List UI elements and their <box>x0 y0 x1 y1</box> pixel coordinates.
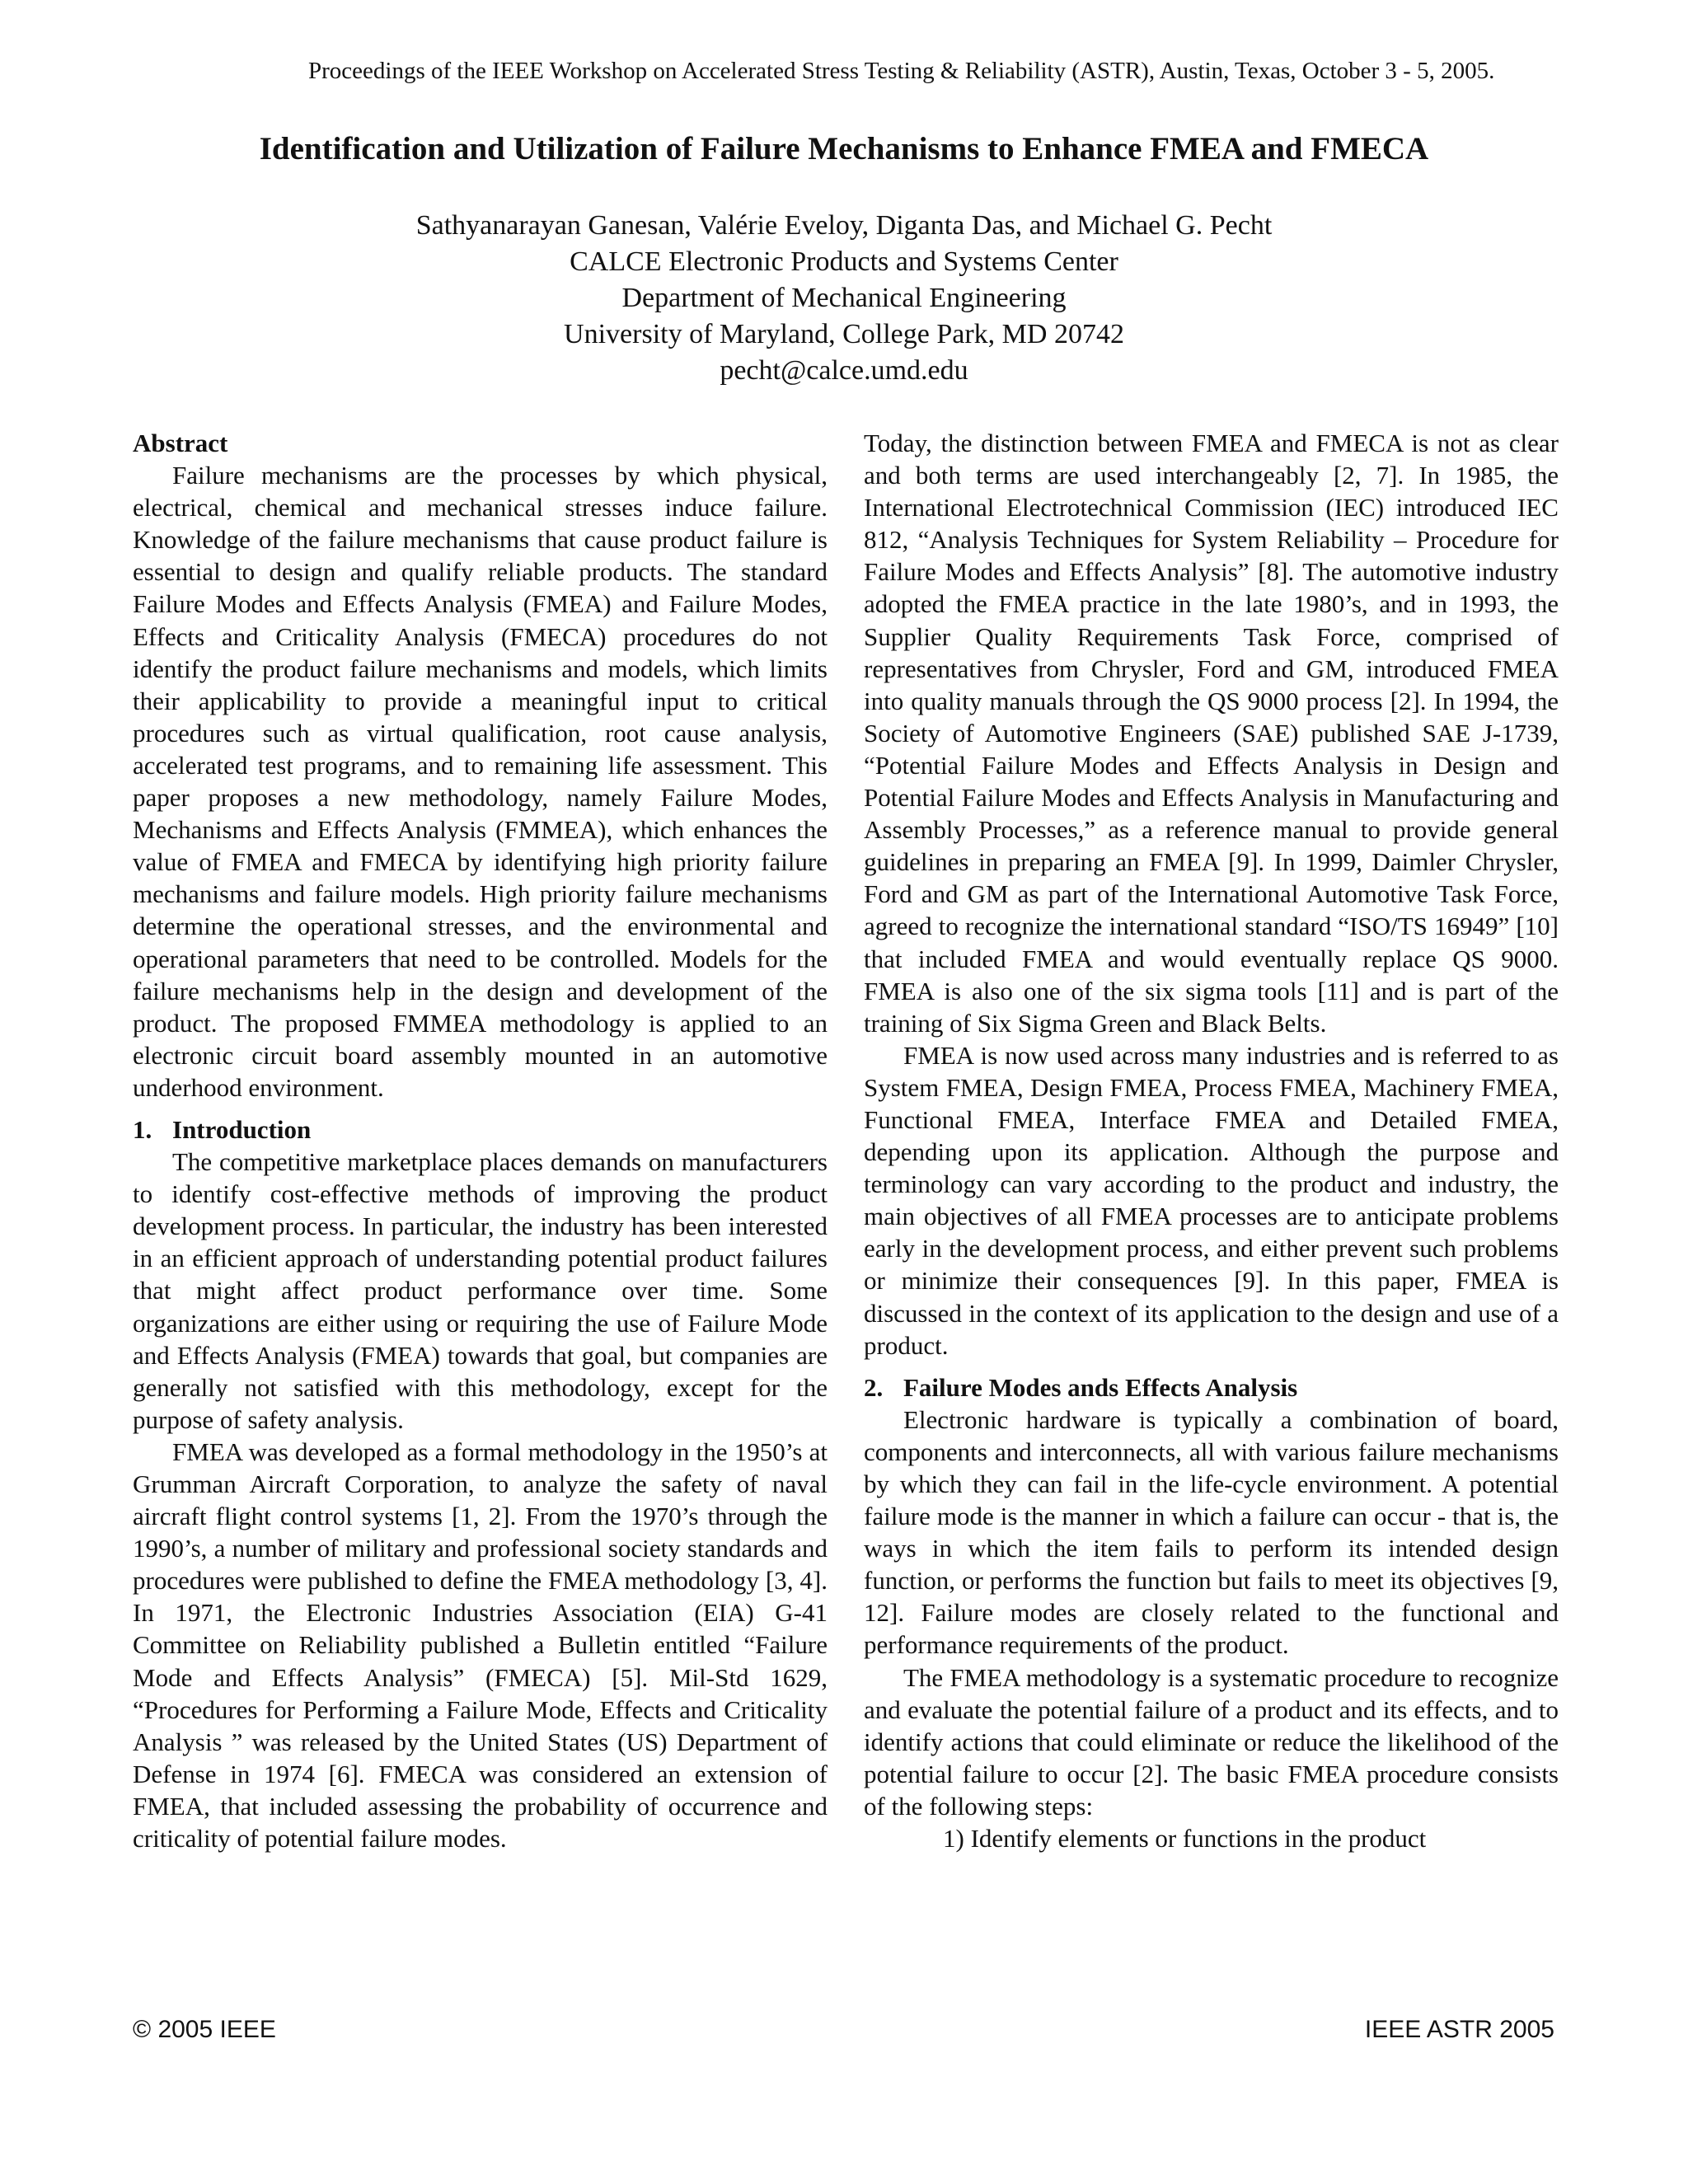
author-email[interactable]: pecht@calce.umd.edu <box>720 355 968 386</box>
body-paragraph: The competitive marketplace places demands on manufacturers to identify cost-effective methods of improving the product development process. In particular, the industry has been interested in an efficient approach of understanding potential product failures that might affect product performance over time. Some organizations are either using or requiring the use of Failure Mode and Effects Analysis (FMEA) towards that goal, but companies are generally not satisfied with this methodology, except for the purpose of safety analysis. <box>133 1147 828 1434</box>
body-paragraph: Electronic hardware is typically a combination of board, components and interconnects, all with various failure mechanisms by which they can fail in the life-cycle environment. A potential failure mode is the manner in which a failure can occur - that is, the ways in which the item fails to perform its intended design function, or performs the function but fails to meet its objectives [9, 12]. Failure modes are closely related to the functional and performance requirements of the product. <box>864 1404 1559 1660</box>
footer-copyright: © 2005 IEEE <box>133 2016 276 2043</box>
list-item: 1) Identify elements or functions in the product <box>943 1824 1427 1854</box>
section-heading-introduction <box>133 1113 828 1146</box>
section-number: 2. <box>864 1372 884 1402</box>
section-heading-fmea <box>864 1371 1559 1404</box>
affiliation-line: Department of Mechanical Engineering <box>621 283 1067 313</box>
paper-title: Identification and Utilization of Failure Mechanisms to Enhance FMEA and FMECA <box>259 131 1429 166</box>
left-column <box>133 427 828 1854</box>
footer-venue: IEEE ASTR 2005 <box>1364 2016 1554 2043</box>
author-block <box>0 208 1688 389</box>
right-column <box>864 427 1559 1854</box>
body-paragraph: The FMEA methodology is a systematic procedure to recognize and evaluate the potential failure of a product and its effects, and to identify actions that could eliminate or reduce the likelihood of the potential failure to occur [2]. The basic FMEA procedure consists of the following steps: <box>864 1662 1559 1821</box>
affiliation-line: CALCE Electronic Products and Systems Center <box>570 246 1118 277</box>
section-title: Introduction <box>172 1114 312 1144</box>
affiliation-line: University of Maryland, College Park, MD 20742 <box>564 319 1124 349</box>
abstract-text: Failure mechanisms are the processes by which physical, electrical, chemical and mechanical stresses induce failure. Knowledge of the failure mechanisms that cause product failure is essential to design and qualify reliable products. The standard Failure Modes and Effects Analysis (FMEA) and Failure Modes, Effects and Criticality Analysis (FMECA) procedures do not identify the product failure mechanisms and models, which limits their applicability to provide a meaningful input to critical procedures such as virtual qualification, root cause analysis, accelerated test programs, and to remaining life assessment. This paper proposes a new methodology, namely Failure Modes, Mechanisms and Effects Analysis (FMMEA), which enhances the value of FMEA and FMECA by identifying high priority failure mechanisms and failure models. High priority failure mechanisms determine the operational stresses, and the environmental and operational parameters that need to be controlled. Models for the failure mechanisms help in the design and development of the product. The proposed FMMEA methodology is applied to an electronic circuit board assembly mounted in an automotive underhood environment. <box>133 461 828 1102</box>
abstract-heading: Abstract <box>133 429 228 457</box>
section-number: 1. <box>133 1114 152 1144</box>
author-names: Sathyanarayan Ganesan, Valérie Eveloy, Diganta Das, and Michael G. Pecht <box>415 210 1273 241</box>
body-paragraph: FMEA is now used across many industries and is referred to as System FMEA, Design FMEA, Process FMEA, Machinery FMEA, Functional FMEA, Interface FMEA and Detailed FMEA, depending upon its application. Although the purpose and terminology can vary according to the product and industry, the main objectives of all FMEA processes are to anticipate problems early in the development process, and either prevent such problems or minimize their consequences [9]. In this paper, FMEA is discussed in the context of its application to the design and use of a product. <box>864 1040 1559 1360</box>
body-paragraph: Today, the distinction between FMEA and FMECA is not as clear and both terms are used interchangeably [2, 7]. In 1985, the International Electrotechnical Commission (IEC) introduced IEC 812, “Analysis Techniques for System Reliability – Procedure for Failure Modes and Effects Analysis” [8]. The automotive industry adopted the FMEA practice in the late 1980’s, and in 1993, the Supplier Quality Requirements Task Force, comprised of representatives from Chrysler, Ford and GM, introduced FMEA into quality manuals through the QS 9000 process [2]. In 1994, the Society of Automotive Engineers (SAE) published SAE J-1739, “Potential Failure Modes and Effects Analysis in Design and Potential Failure Modes and Effects Analysis in Manufacturing and Assembly Processes,” as a reference manual to provide general guidelines in preparing an FMEA [9]. In 1999, Daimler Chrysler, Ford and GM as part of the International Automotive Task Force, agreed to recognize the international standard “ISO/TS 16949” [10] that included FMEA and would eventually replace QS 9000. FMEA is also one of the six sigma tools [11] and is part of the training of Six Sigma Green and Black Belts. <box>864 429 1559 1038</box>
body-paragraph: FMEA was developed as a formal methodology in the 1950’s at Grumman Aircraft Corporation, to analyze the safety of naval aircraft flight control systems [1, 2]. From the 1970’s through the 1990’s, a number of military and professional society standards and procedures were published to define the FMEA methodology [3, 4]. In 1971, the Electronic Industries Association (EIA) G-41 Committee on Reliability published a Bulletin entitled “Failure Mode and Effects Analysis” (FMECA) [5]. Mil-Std 1629, “Procedures for Performing a Failure Mode, Effects and Criticality Analysis ” was released by the United States (US) Department of Defense in 1974 [6]. FMECA was considered an extension of FMEA, that included assessing the probability of occurrence and criticality of potential failure modes. <box>133 1436 828 1854</box>
section-title: Failure Modes ands Effects Analysis <box>903 1372 1298 1402</box>
running-header: Proceedings of the IEEE Workshop on Accelerated Stress Testing & Reliability (ASTR), Austin, Texas, October 3 - 5, 2005. <box>308 58 1495 84</box>
